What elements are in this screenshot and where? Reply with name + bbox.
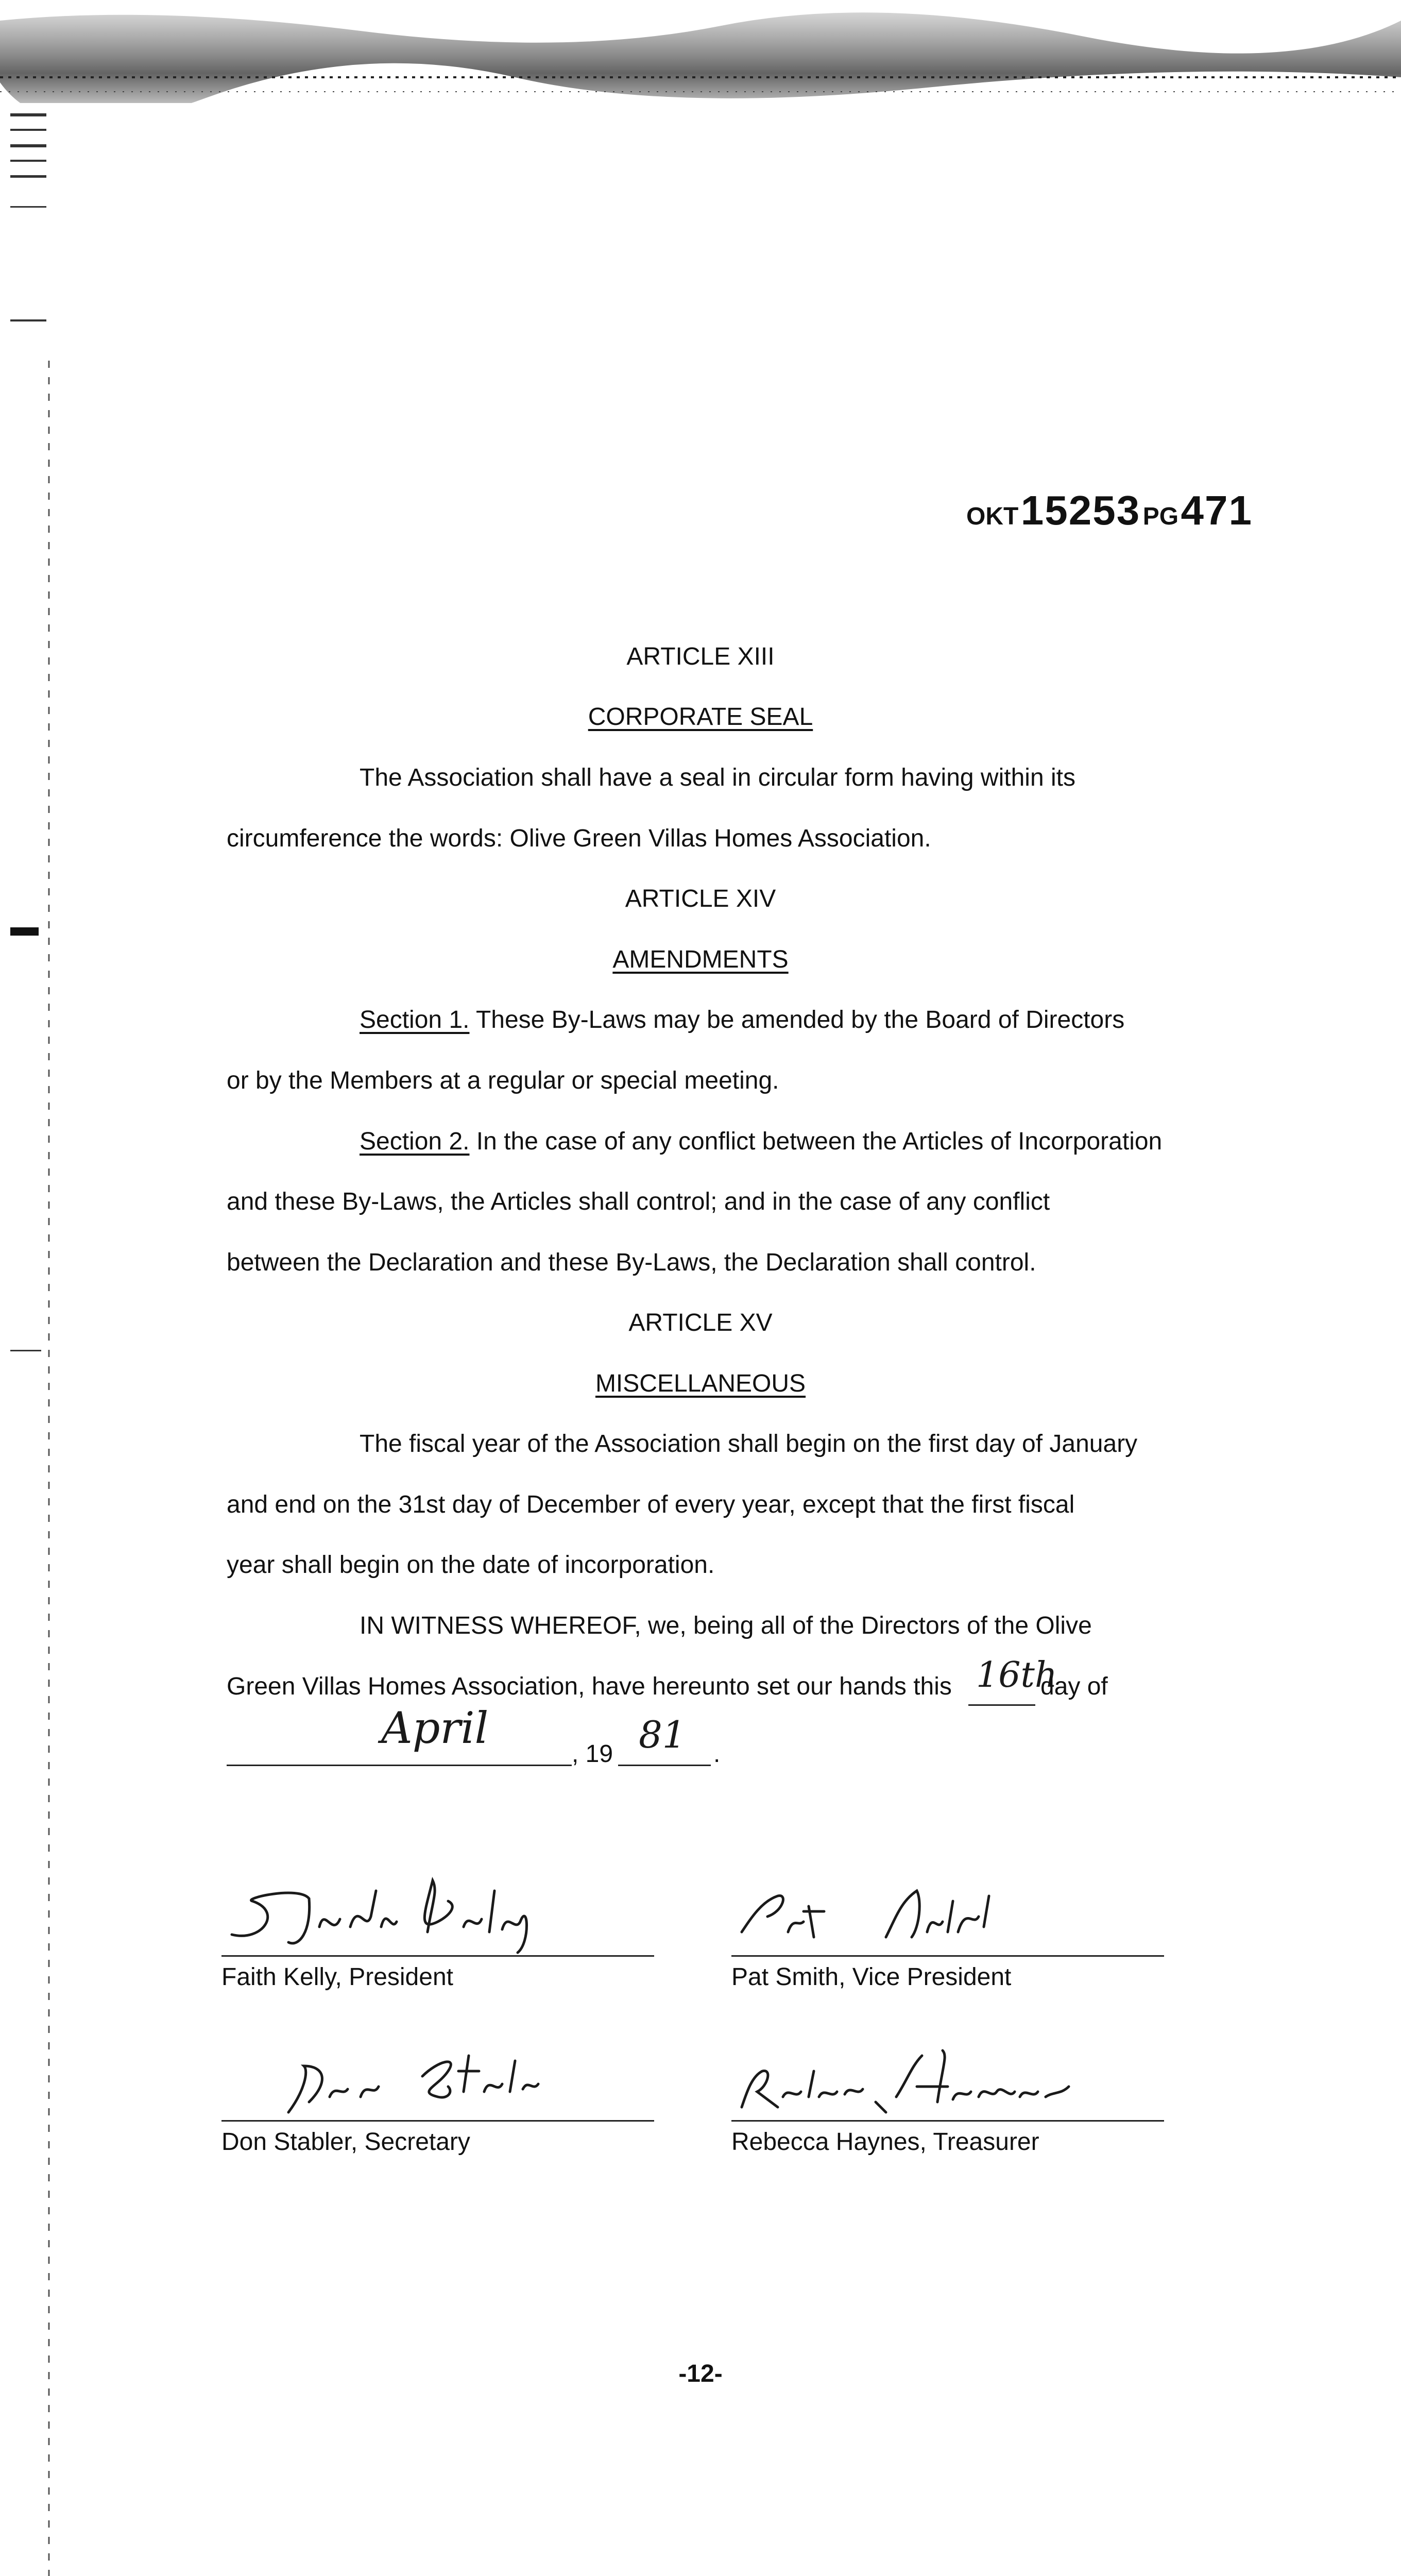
year-handwritten: 81 xyxy=(639,1713,686,1756)
book-page-stamp xyxy=(966,487,1253,534)
month-blank-line xyxy=(227,1765,572,1766)
signatory-name: Don Stabler, Secretary xyxy=(221,2128,470,2156)
book-prefix: OKT xyxy=(966,503,1019,530)
signature-line xyxy=(731,2120,1164,2122)
signature-president-handwriting xyxy=(221,1870,654,1958)
article-15-line-2: and end on the 31st day of December of every year, except that the first fiscal xyxy=(227,1491,1075,1518)
witness-line-2-suffix: day of xyxy=(1040,1673,1108,1700)
signatory-name: Faith Kelly, President xyxy=(221,1963,453,1991)
witness-line-1: IN WITNESS WHEREOF, we, being all of the Directors of the Olive xyxy=(360,1612,1092,1639)
signature-line xyxy=(731,1955,1164,1957)
section-1-text: These By-Laws may be amended by the Board of Directors xyxy=(469,1006,1125,1033)
article-14-section-1-line-1 xyxy=(360,1005,1124,1036)
signature-vice-president-handwriting xyxy=(731,1870,1164,1958)
article-15-line-1: The fiscal year of the Association shall begin on the first day of January xyxy=(360,1430,1138,1458)
signature-secretary xyxy=(221,2040,654,2174)
signatory-name: Pat Smith, Vice President xyxy=(731,1963,1012,1991)
article-13-line-1: The Association shall have a seal in circular form having within its xyxy=(360,764,1075,791)
section-1-label: Section 1. xyxy=(360,1006,470,1033)
section-2-label: Section 2. xyxy=(360,1128,470,1155)
article-14-section-1-line-2: or by the Members at a regular or special meeting. xyxy=(227,1067,779,1094)
signatory-name: Rebecca Haynes, Treasurer xyxy=(731,2128,1039,2156)
signature-line xyxy=(221,1955,654,1957)
year-blank-line xyxy=(618,1765,711,1766)
article-14-heading: ARTICLE XIV xyxy=(625,885,776,912)
page-number: 471 xyxy=(1181,487,1253,533)
year-prefix: , 19 xyxy=(572,1740,613,1768)
article-13-title: CORPORATE SEAL xyxy=(588,703,813,731)
page-number-footer: -12- xyxy=(678,2360,723,2387)
article-13-line-2: circumference the words: Olive Green Villas Homes Association. xyxy=(227,825,931,852)
article-14-section-2-line-3: between the Declaration and these By-Laws, the Declaration shall control. xyxy=(227,1249,1036,1276)
signature-treasurer-handwriting xyxy=(731,2035,1164,2123)
signature-line xyxy=(221,2120,654,2122)
month-handwritten: April xyxy=(381,1703,489,1753)
section-2-text: In the case of any conflict between the Articles of Incorporation xyxy=(469,1128,1163,1155)
article-15-title: MISCELLANEOUS xyxy=(595,1370,806,1397)
article-15-line-3: year shall begin on the date of incorporation. xyxy=(227,1551,715,1579)
page-prefix: PG xyxy=(1142,503,1179,530)
witness-period: . xyxy=(713,1740,721,1768)
article-14-section-2-line-1 xyxy=(360,1126,1162,1157)
article-14-title: AMENDMENTS xyxy=(612,946,789,973)
book-number: 15253 xyxy=(1020,487,1141,533)
signature-secretary-handwriting xyxy=(221,2035,654,2123)
article-15-heading: ARTICLE XV xyxy=(628,1309,773,1336)
signature-president xyxy=(221,1875,654,2009)
article-13-heading: ARTICLE XIII xyxy=(626,643,775,670)
signature-treasurer xyxy=(731,2040,1164,2174)
signature-vice-president xyxy=(731,1875,1164,2009)
day-handwritten: 16th xyxy=(976,1655,1057,1696)
witness-line-2-prefix: Green Villas Homes Association, have hereunto set our hands this xyxy=(227,1673,952,1700)
day-blank-line xyxy=(968,1704,1035,1706)
article-14-section-2-line-2: and these By-Laws, the Articles shall control; and in the case of any conflict xyxy=(227,1188,1050,1215)
